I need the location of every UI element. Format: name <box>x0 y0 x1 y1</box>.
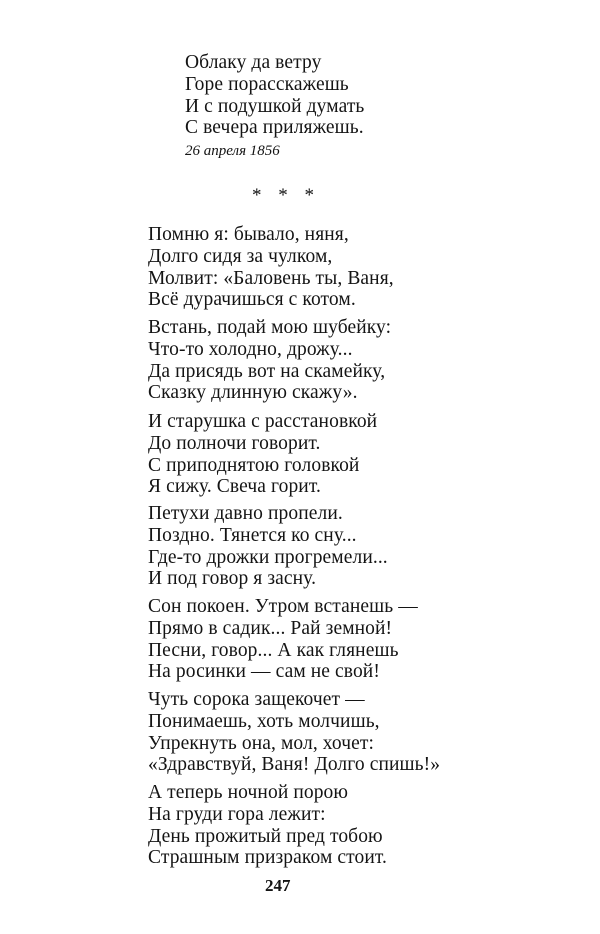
poem-line: Облаку да ветру <box>185 52 322 73</box>
poem-line: Сон покоен. Утром встанешь — <box>148 596 418 617</box>
poem-line: Горе порасскажешь <box>185 73 349 95</box>
stanza-6 <box>148 689 440 776</box>
poem-line: Упрекнуть она, мол, хочет: <box>148 732 375 754</box>
stanza-3 <box>148 411 377 498</box>
poem-line: С приподнятою головкой <box>148 454 360 476</box>
poem-line: Долго сидя за чулком, <box>148 245 333 267</box>
poem-line: С вечера приляжешь. <box>185 117 364 139</box>
poem-line: И с подушкой думать <box>185 95 365 117</box>
poem-line: Петухи давно пропели. <box>148 503 343 524</box>
poem-line: Где-то дрожки прогремели... <box>148 546 388 568</box>
poem-line: Песни, говор... А как глянешь <box>148 639 399 661</box>
poem-line: А теперь ночной порою <box>148 782 349 803</box>
poem-line: Всё дурачишься с котом. <box>148 289 356 311</box>
poem-line: Сказку длинную скажу». <box>148 382 358 404</box>
poem-line: День прожитый пред тобою <box>148 825 383 847</box>
poem-line: Молвит: «Баловень ты, Ваня, <box>148 267 394 289</box>
poem-date: 26 апреля 1856 <box>185 143 280 159</box>
poem-line: Страшным призраком стоит. <box>148 847 388 869</box>
poem-line: «Здравствуй, Ваня! Долго спишь!» <box>148 754 441 776</box>
poem-line: Прямо в садик... Рай земной! <box>148 617 393 639</box>
stanza-1 <box>148 224 394 311</box>
stanza-7 <box>148 782 387 869</box>
poem-line: Помню я: бывало, няня, <box>148 224 349 245</box>
poem-line: Поздно. Тянется ко сну... <box>148 524 357 546</box>
previous-poem-ending <box>185 52 364 139</box>
stanza-2 <box>148 317 391 404</box>
poem-line: На росинки — сам не свой! <box>148 661 380 683</box>
poem-line: Встань, подай мою шубейку: <box>148 317 392 338</box>
page-number: 247 <box>265 876 291 895</box>
poem-line: Чуть сорока защекочет — <box>148 689 365 710</box>
poem-line: Что-то холодно, дрожу... <box>148 338 353 360</box>
poem-line: И под говор я засну. <box>148 568 317 590</box>
poem-line: Я сижу. Свеча горит. <box>148 476 321 498</box>
poem-line: До полночи говорит. <box>148 432 321 454</box>
stanza-5 <box>148 596 418 683</box>
poem-line: На груди гора лежит: <box>148 803 326 825</box>
poem-line: Да присядь вот на скамейку, <box>148 360 386 382</box>
stanza-4 <box>148 503 388 590</box>
poem-separator: * * * <box>252 185 320 206</box>
poem-line: И старушка с расстановкой <box>148 411 378 432</box>
poem-line: Понимаешь, хоть молчишь, <box>148 710 380 732</box>
